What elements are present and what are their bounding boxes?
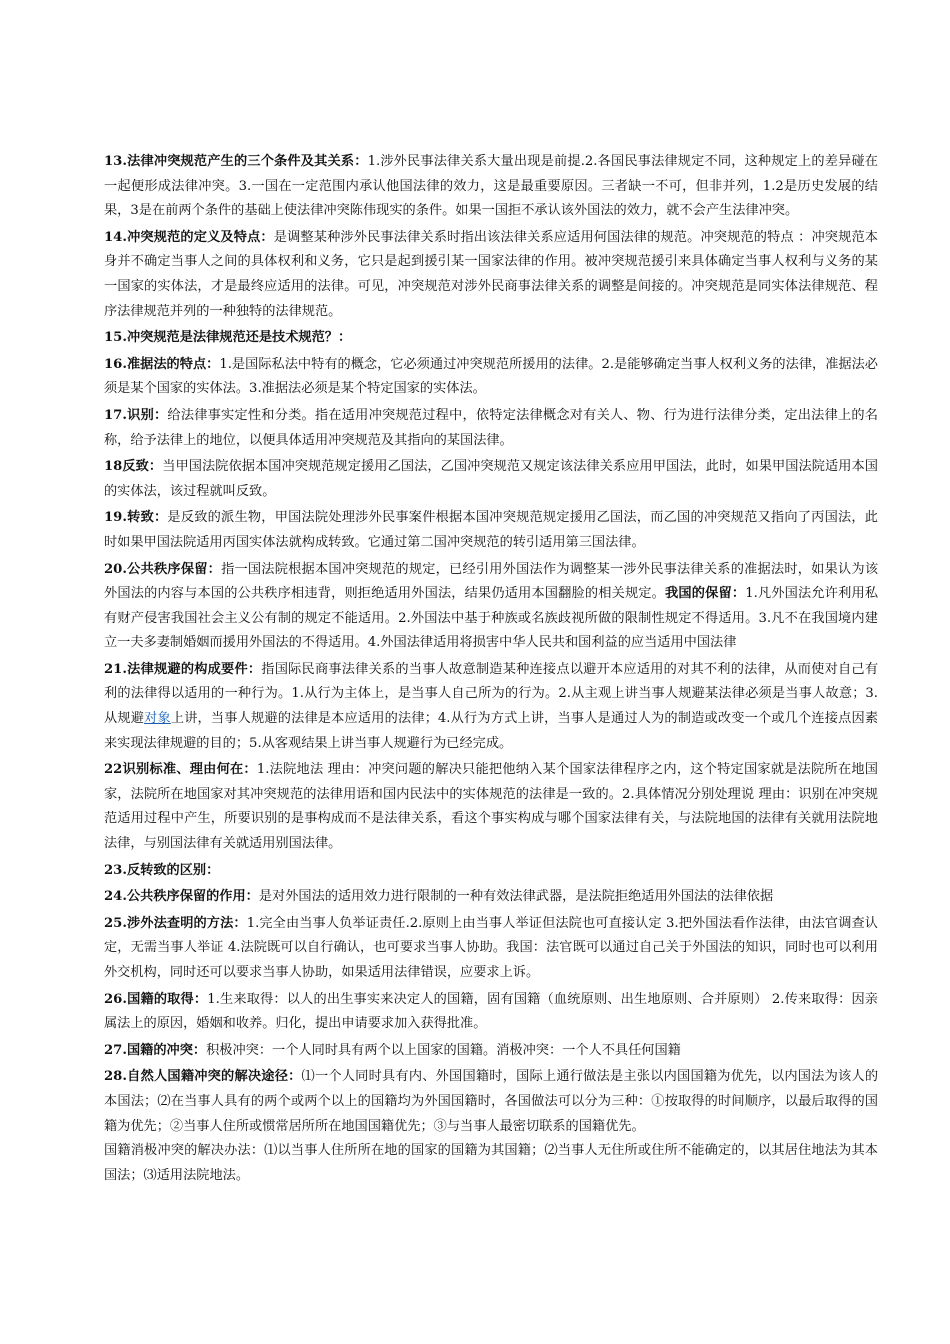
section-26-heading: 26.国籍的取得： (104, 991, 208, 1007)
section-21-heading: 21.法律规避的构成要件： (104, 661, 262, 677)
section-14 (104, 226, 878, 324)
section-24 (104, 885, 878, 910)
section-20-text: 指一国法院根据本国冲突规范的规定，已经引用外国法作为调整某一涉外民事法律关系的准据法时，如果认为该外国法的内容与本国的公共秩序相违背，则拒绝适用外国法，结果仍适用本国翻脸的相关规定。 (104, 561, 878, 602)
section-21-text: 指国际民商事法律关系的当事人故意制造某种连接点以避开本应适用的对其不利的法律，从而使对自己有利的法律得以适用的一种行为。1.从行为主体上，是当事人自己所为的行为。2.从主观上讲当事人规避某法律必须是当事人故意；3.从规避 (104, 661, 879, 727)
section-21 (104, 658, 878, 756)
section-19 (104, 506, 878, 555)
document-body (104, 150, 878, 1188)
section-24-heading: 24.公共秩序保留的作用： (104, 889, 259, 905)
section-17-heading: 17.识别： (104, 407, 168, 423)
section-28-heading: 28.自然人国籍冲突的解决途径： (104, 1069, 302, 1085)
section-16 (104, 353, 878, 402)
section-27-text: 积极冲突：一个人同时具有两个以上国家的国籍。消极冲突：一个人不具任何国籍 (206, 1042, 681, 1058)
section-25-heading: 25.涉外法查明的方法： (104, 915, 247, 931)
section-27-heading: 27.国籍的冲突： (104, 1042, 207, 1058)
section-13 (104, 150, 878, 224)
section-15-heading: 15.冲突规范是法律规范还是技术规范？： (104, 330, 352, 346)
section-16-text: 1.是国际私法中特有的概念，它必须通过冲突规范所援用的法律。2.是能够确定当事人权利义务的法律，准据法必须是某个国家的实体法。3.准据法必须是某个特定国家的实体法。 (104, 356, 878, 397)
section-19-heading: 19.转致： (104, 510, 168, 526)
object-link[interactable]: 对象 (144, 711, 171, 727)
section-23-heading: 23.反转致的区别： (104, 862, 220, 878)
section-25-text: 1.完全由当事人负举证责任.2.原则上由当事人举证但法院也可直接认定 3.把外国法看作法律，由法官调查认定，无需当事人举证 4.法院既可以自行确认，也可要求当事人协助。我国：法官既可以通过自己关于外国法的知识，同时也可以利用外交机构，同时还可以要求当事人协助，如果适用法律错误，应要求上诉。 (104, 915, 878, 980)
section-20-subheading: 我国的保留： (665, 586, 746, 602)
section-23 (104, 859, 878, 884)
section-14-text: 是调整某种涉外民事法律关系时指出该法律关系应适用何国法律的规范。冲突规范的特点 ：冲突规范本身并不确定当事人之间的具体权利和义务，它只是起到援引某一国家法律的作用。被冲突规范援引来具体确定当事人权利与义务的某一国家的实体法，才是最终应适用的法律。可见，冲突规范对涉外民商事法律关系的调整是间接的。冲突规范是同实体法律规范、程序法律规范并列的一种独特的法律规范。 (104, 229, 878, 319)
section-13-heading: 13.法律冲突规范产生的三个条件及其关系： (104, 154, 368, 169)
section-28-negative-text: 国籍消极冲突的解决办法：⑴以当事人住所所在地的国家的国籍为其国籍；⑵当事人无住所或住所不能确定的，以其居住地法为其本国法；⑶适用法院地法。 (104, 1143, 878, 1183)
section-22 (104, 758, 878, 856)
section-18 (104, 455, 878, 504)
section-25 (104, 912, 878, 986)
section-26-text: 1.生来取得：以人的出生事实来决定人的国籍，固有国籍（血统原则、出生地原则、合并原则） 2.传来取得：因亲属法上的原因，婚姻和收养。归化，提出申请要求加入获得批准。 (104, 991, 878, 1032)
section-19-text: 是反致的派生物，甲国法院处理涉外民事案件根据本国冲突规范规定援用乙国法，而乙国的冲突规范又指向了丙国法，此时如果甲国法院适用丙国实体法就构成转致。它通过第二国冲突规范的转引适用第三国法律。 (104, 510, 878, 550)
section-27 (104, 1039, 878, 1064)
section-15 (104, 326, 878, 351)
section-18-heading: 18反致： (104, 459, 163, 475)
section-24-text: 是对外国法的适用效力进行限制的一种有效法律武器，是法院拒绝适用外国法的法律依据 (258, 889, 774, 905)
section-28 (104, 1065, 878, 1139)
section-13-text: 1.涉外民事法律关系大量出现是前提.2.各国民事法律规定不同，这种规定上的差异碰在一起便形成法律冲突。3.一国在一定范围内承认他国法律的效力，这是最重要原因。三者缺一不可，但非并列，1.2是历史发展的结果，3是在前两个条件的基础上使法律冲突陈伟现实的条件。如果一国拒不承认该外国法的效力，就不会产生法律冲突。 (104, 154, 878, 219)
section-22-heading: 22识别标准、理由何在： (104, 762, 257, 778)
section-17 (104, 404, 878, 453)
section-14-heading: 14.冲突规范的定义及特点： (104, 229, 274, 245)
section-28-text: ⑴一个人同时具有内、外国国籍时，国际上通行做法是主张以内国国籍为优先，以内国法为该人的本国法；⑵在当事人具有的两个或两个以上的国籍均为外国国籍时，各国做法可以分为三种：①按取得的时间顺序，以最后取得的国籍为优先；②当事人住所或惯常居所所在地国国籍优先；③与当事人最密切联系的国籍优先。 (104, 1069, 879, 1134)
section-20-text-2: 1.凡外国法允许利用私有财产侵害我国社会主义公有制的规定不能适用。2.外国法中基于种族或名族歧视所做的限制性规定不得适用。3.凡不在我国境内建立一夫多妻制婚姻而援用外国法的不得适用。4.外国法律适用将损害中华人民共和国利益的应当适用中国法律 (104, 586, 879, 651)
section-21-text-2: 上讲，当事人规避的法律是本应适用的法律；4.从行为方式上讲，当事人是通过人为的制造或改变一个或几个连接点因素来实现法律规避的目的；5.从客观结果上讲当事人规避行为已经完成。 (104, 711, 879, 751)
section-28-negative-conflict (104, 1139, 878, 1188)
section-17-text: 给法律事实定性和分类。指在适用冲突规范过程中，依特定法律概念对有关人、物、行为进行法律分类，定出法律上的名称，给予法律上的地位，以便具体适用冲突规范及其指向的某国法律。 (104, 407, 878, 448)
section-26 (104, 988, 878, 1037)
section-20-heading: 20.公共秩序保留： (104, 561, 222, 577)
section-18-text: 当甲国法院依据本国冲突规范规定援用乙国法，乙国冲突规范又规定该法律关系应用甲国法，此时，如果甲国法院适用本国的实体法，该过程就叫反致。 (104, 459, 878, 499)
section-16-heading: 16.准据法的特点： (104, 356, 220, 372)
section-22-text: 1.法院地法 理由：冲突问题的解决只能把他纳入某个国家法律程序之内，这个特定国家就是法院所在地国家，法院所在地国家对其冲突规范的法律用语和国内民法中的实体规范的法律是一致的。2.具体情况分别处理说 理由：识别在冲突规范适用过程中产生，所要识别的是事构成而不是法律关系，看这个事实构成与哪个国家法律有关，与法院地国的法律有关就用法院地法律，与别国法律有关就适用别国法律。 (104, 762, 878, 852)
section-20 (104, 558, 878, 656)
